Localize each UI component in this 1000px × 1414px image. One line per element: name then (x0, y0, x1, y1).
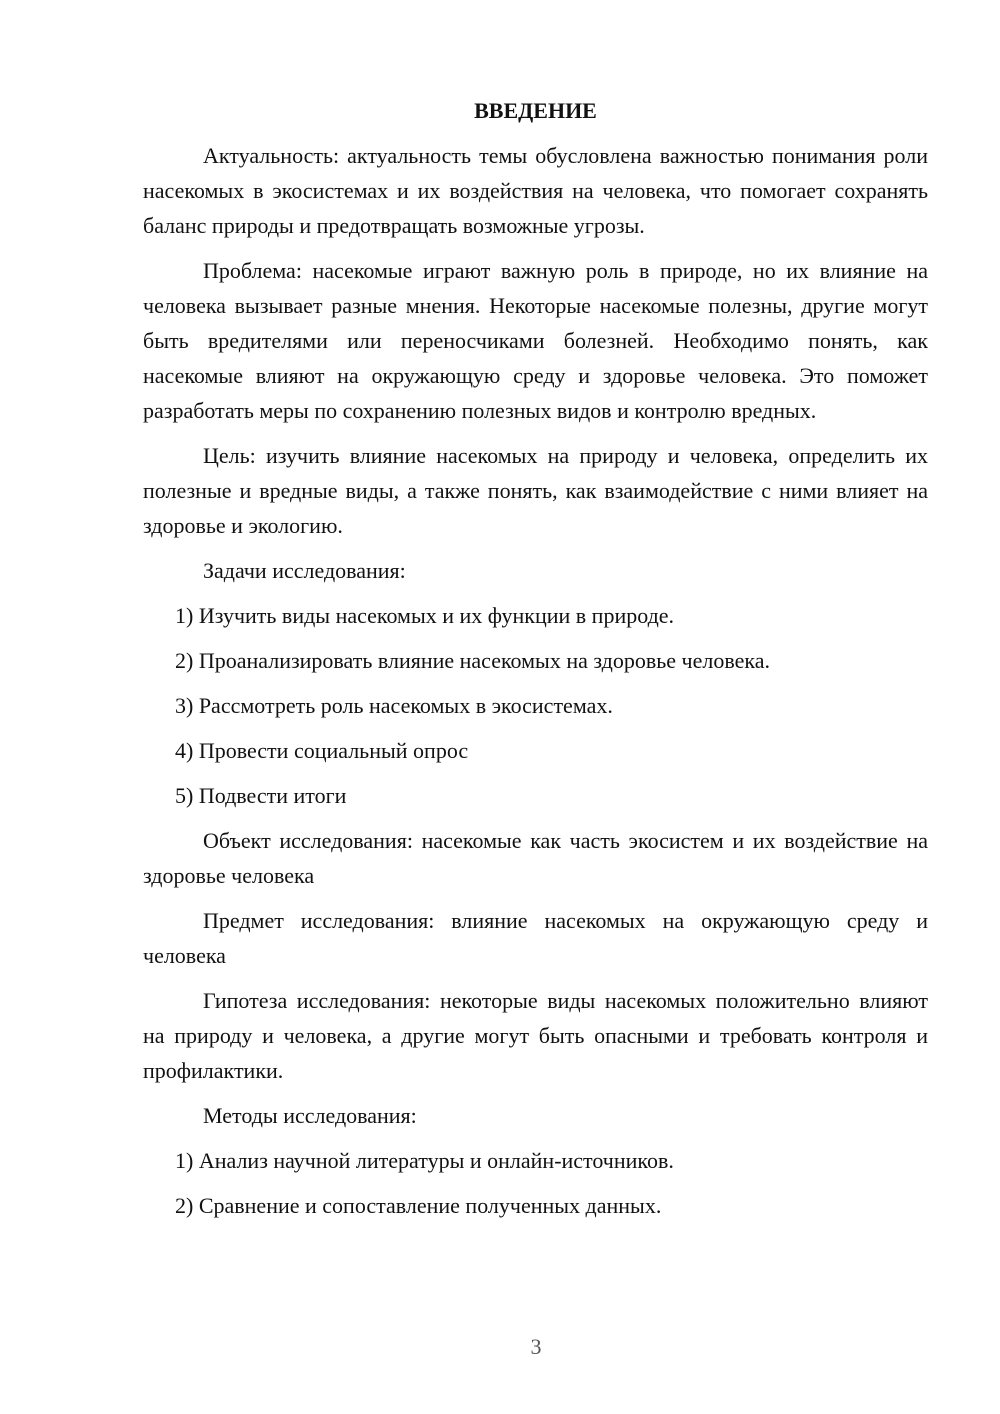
problem-paragraph: Проблема: насекомые играют важную роль в природе, но их влияние на человека вызывает разные мнения. Некоторые насекомые полезны, другие могут быть вредителями или переносчиками болезней. Необходимо понять, как насекомые влияют на окружающую среду и здоровье человека. Это поможет разработать меры по сохранению полезных видов и контролю вредных. (143, 258, 928, 423)
page-title: ВВЕДЕНИЕ (474, 98, 597, 123)
relevance-paragraph: Актуальность: актуальность темы обусловлена важностью понимания роли насекомых в экосистемах и их воздействия на человека, что помогает сохранять баланс природы и предотвращать возможные угрозы. (143, 143, 928, 238)
goal-paragraph: Цель: изучить влияние насекомых на природу и человека, определить их полезные и вредные виды, а также понять, как взаимодействие с ними влияет на здоровье и экологию. (143, 443, 928, 538)
task-item-5: 5) Подвести итоги (175, 783, 347, 808)
method-item-2: 2) Сравнение и сопоставление полученных данных. (175, 1193, 662, 1218)
task-item-3: 3) Рассмотреть роль насекомых в экосистемах. (175, 693, 613, 718)
page-number: 3 (530, 1334, 542, 1359)
tasks-heading: Задачи исследования: (203, 558, 406, 583)
hypothesis-paragraph: Гипотеза исследования: некоторые виды насекомых положительно влияют на природу и человека, а другие могут быть опасными и требовать контроля и профилактики. (143, 988, 928, 1083)
task-item-4: 4) Провести социальный опрос (175, 738, 469, 763)
methods-heading: Методы исследования: (203, 1103, 417, 1128)
object-paragraph: Объект исследования: насекомые как часть экосистем и их воздействие на здоровье человека (143, 828, 928, 888)
task-item-1: 1) Изучить виды насекомых и их функции в природе. (175, 603, 675, 628)
subject-paragraph: Предмет исследования: влияние насекомых на окружающую среду и человека (143, 908, 928, 968)
method-item-1: 1) Анализ научной литературы и онлайн-источников. (175, 1148, 674, 1173)
page-content (143, 96, 928, 1233)
task-item-2: 2) Проанализировать влияние насекомых на здоровье человека. (175, 648, 770, 673)
